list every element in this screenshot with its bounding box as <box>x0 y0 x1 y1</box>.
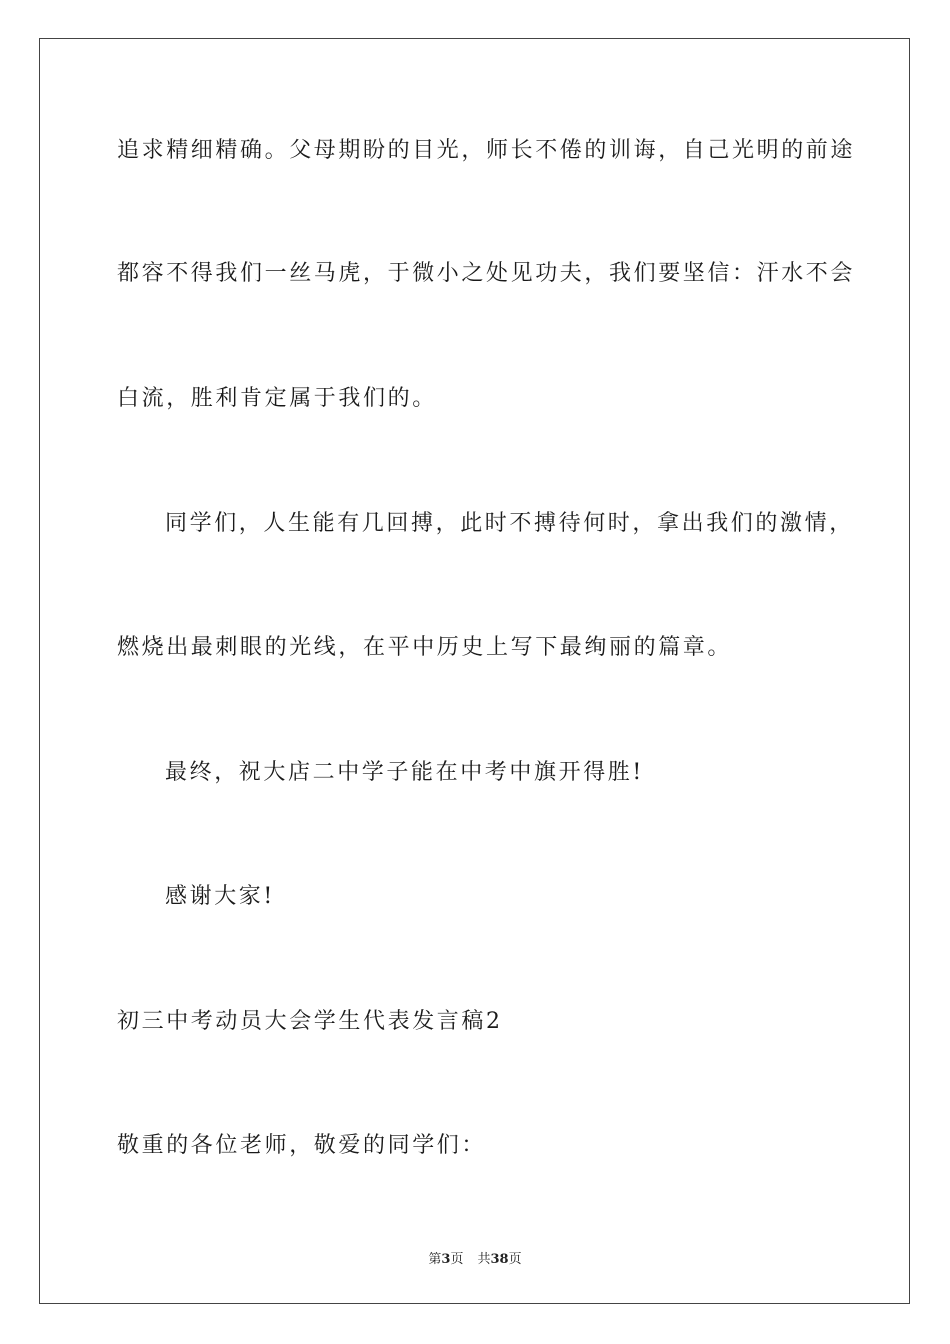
footer-page-prefix: 第 <box>428 1252 442 1267</box>
body-line-3: 白流，胜利肯定属于我们的。 <box>117 386 437 411</box>
salutation-line: 敬重的各位老师，敬爱的同学们： <box>117 1133 487 1158</box>
page-footer <box>0 1248 950 1267</box>
body-line-2: 都容不得我们一丝马虎，于微小之处见功夫，我们要坚信：汗水不会 <box>117 261 856 286</box>
page-border <box>39 38 910 1304</box>
section-heading: 初三中考动员大会学生代表发言稿2 <box>117 1009 503 1034</box>
footer-page-suffix: 页 <box>450 1252 464 1267</box>
body-line-4: 同学们，人生能有几回搏，此时不搏待何时，拿出我们的激情， <box>165 511 854 536</box>
body-line-1: 追求精细精确。父母期盼的目光，师长不倦的训诲，自己光明的前途 <box>117 138 856 163</box>
footer-page-current: 3 <box>441 1252 451 1267</box>
body-line-5: 燃烧出最刺眼的光线，在平中历史上写下最绚丽的篇章。 <box>117 635 733 660</box>
footer-total-pages: 38 <box>490 1252 509 1267</box>
body-line-7: 感谢大家! <box>165 884 275 909</box>
footer-total-suffix: 页 <box>508 1252 522 1267</box>
footer-total-prefix: 共 <box>477 1252 491 1267</box>
body-line-6: 最终，祝大店二中学子能在中考中旗开得胜! <box>165 760 644 785</box>
